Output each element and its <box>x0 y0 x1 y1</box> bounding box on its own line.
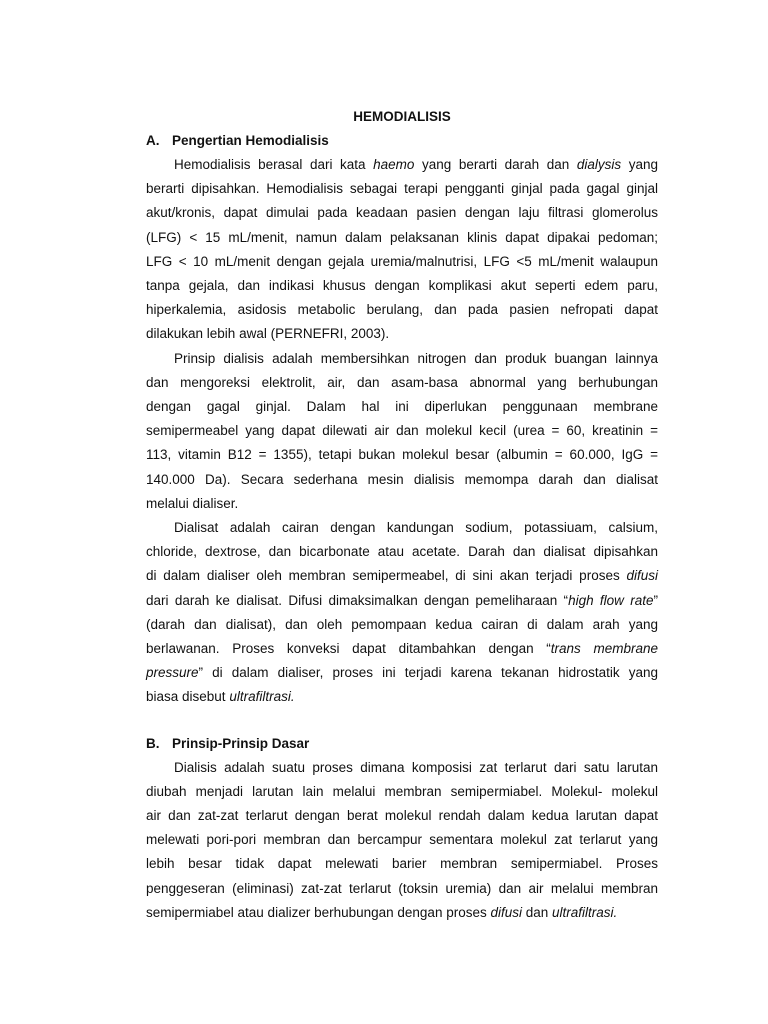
section-heading-text: Prinsip-Prinsip Dasar <box>172 735 310 751</box>
document-body <box>146 129 658 925</box>
paragraph-line: dan mengoreksi elektrolit, air, dan asam-basa abnormal yang berhubungan <box>146 374 658 390</box>
section-number: B. <box>146 735 160 751</box>
document-page <box>146 105 658 925</box>
paragraph-line: melewati pori-pori membran dan bercampur sementara molekul zat terlarut yang <box>146 832 658 848</box>
paragraph-line: semipermiabel atau dializer berhubungan dengan proses difusi dan ultrafiltrasi. <box>146 904 618 920</box>
paragraph-line: melalui dialiser. <box>146 495 239 511</box>
paragraph-line: biasa disebut ultrafiltrasi. <box>146 689 295 705</box>
paragraph-line: berarti dipisahkan. Hemodialisis sebagai terapi pengganti ginjal pada gagal ginjal <box>146 181 658 197</box>
paragraph-line: dari darah ke dialisat. Difusi dimaksimalkan dengan pemeliharaan “high flow rate” <box>146 592 659 608</box>
paragraph-line: hiperkalemia, asidosis metabolic berulang, dan pada pasien nefropati dapat <box>146 302 658 318</box>
paragraph-line: Dialisat adalah cairan dengan kandungan sodium, potassiuam, calsium, <box>174 520 658 536</box>
paragraph-line: (LFG) < 15 mL/menit, namun dalam pelaksanan klinis dapat dipakai pedoman; <box>146 229 658 245</box>
paragraph-line: penggeseran (eliminasi) zat-zat terlarut (toksin uremia) dan air melalui membran <box>146 880 658 896</box>
paragraph-line: berlawanan. Proses konveksi dapat ditambahkan dengan “trans membrane <box>146 641 658 657</box>
paragraph-line: tanpa gejala, dan indikasi khusus dengan komplikasi akut seperti edem paru, <box>146 278 658 294</box>
paragraph-line: Dialisis adalah suatu proses dimana komposisi zat terlarut dari satu larutan <box>174 759 658 775</box>
paragraph-line: chloride, dextrose, dan bicarbonate atau acetate. Darah dan dialisat dipisahkan <box>146 544 658 560</box>
paragraph <box>146 516 658 710</box>
paragraph <box>146 347 658 516</box>
paragraph-line: Prinsip dialisis adalah membersihkan nitrogen dan produk buangan lainnya <box>174 350 658 366</box>
paragraph <box>146 756 658 925</box>
paragraph-line: 140.000 Da). Secara sederhana mesin dialisis memompa darah dan dialisat <box>146 471 658 487</box>
section-heading <box>146 129 658 153</box>
paragraph-line: akut/kronis, dapat dimulai pada keadaan pasien dengan laju filtrasi glomerolus <box>146 205 658 221</box>
section-gap <box>146 710 658 732</box>
paragraph-line: LFG < 10 mL/menit dengan gejala uremia/malnutrisi, LFG <5 mL/menit walaupun <box>146 253 658 269</box>
paragraph <box>146 153 658 347</box>
section-heading <box>146 732 658 756</box>
paragraph-line: dilakukan lebih awal (PERNEFRI, 2003). <box>146 326 390 342</box>
paragraph-line: diubah menjadi larutan lain melalui membran semipermiabel. Molekul- molekul <box>146 783 658 799</box>
paragraph-line: air dan zat-zat terlarut dengan berat molekul rendah dalam kedua larutan dapat <box>146 808 658 824</box>
paragraph-line: Hemodialisis berasal dari kata haemo yang berarti darah dan dialysis yang <box>174 157 658 172</box>
document-title: HEMODIALISIS <box>353 109 451 124</box>
paragraph-line: lebih besar tidak dapat melewati barier membran semipermiabel. Proses <box>146 856 658 872</box>
section-number: A. <box>146 133 160 148</box>
paragraph-line: 113, vitamin B12 = 1355), tetapi bukan molekul besar (albumin = 60.000, IgG = <box>146 447 658 463</box>
paragraph-line: di dalam dialiser oleh membran semipermeabel, di sini akan terjadi proses difusi <box>146 568 658 584</box>
paragraph-line: pressure” di dalam dialiser, proses ini terjadi karena tekanan hidrostatik yang <box>146 665 658 681</box>
paragraph-line: dengan gagal ginjal. Dalam hal ini diperlukan penggunaan membrane <box>146 399 658 415</box>
paragraph-line: (darah dan dialisat), dan oleh pemompaan kedua cairan di dalam arah yang <box>146 616 658 632</box>
paragraph-line: semipermeabel yang dapat dilewati air dan molekul kecil (urea = 60, kreatinin = <box>146 423 658 439</box>
section-heading-text: Pengertian Hemodialisis <box>172 133 329 148</box>
